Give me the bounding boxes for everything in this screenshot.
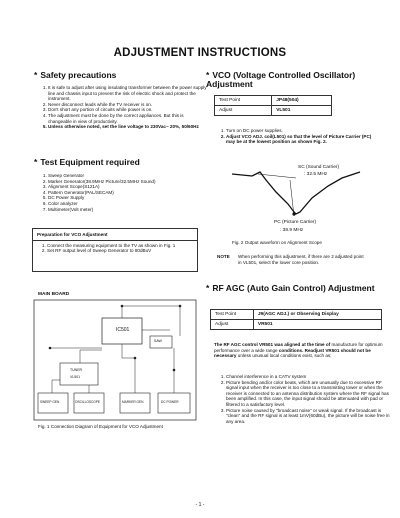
fig2-caption: Fig. 2 Output waveform on Alignment Scope — [232, 240, 322, 245]
list-item: 3. Picture noise caused by "broadcast noise" or weak signal. If the broadcast is "clean" and the RF signal is at least 1mV(60dBu), the picture will be noise free in any area. — [226, 408, 394, 425]
sc-freq: : 32.5 MHz — [304, 172, 328, 177]
prep-box — [32, 228, 198, 272]
list-item: 1. It is safe to adjust after using insulating transformer between the power supply line and chassis input to prevent the risk of electric shock and protect the instrument. — [48, 85, 208, 102]
pc-marker-dot — [292, 212, 295, 215]
rfagc-table — [210, 309, 382, 330]
safety-list — [36, 85, 208, 130]
vco-tp-value: JP48(504) — [272, 96, 332, 106]
rfagc-adj-value: VR501 — [253, 320, 381, 330]
list-item: 3. Don't short any portion of circuits while power is on. — [48, 107, 208, 113]
list-item: 2. Never disconnect leads while the TV receiver is on. — [48, 102, 208, 108]
rfagc-adj-key: Adjust — [211, 320, 254, 330]
bullet-star-icon: * — [34, 70, 38, 80]
list-item: 4. Pattern Generator(PAL/SECAM) — [48, 190, 208, 196]
connection-diagram — [30, 288, 200, 423]
vr-label: VL501 — [70, 375, 81, 379]
vco-heading: * VCO (Voltage Controlled Oscillator) Adjustment — [206, 70, 356, 89]
fig1-caption: Fig. 1 Connection Diagram of Equipment for VCO Adjustment — [38, 424, 163, 429]
safety-heading: * Safety precautions — [34, 70, 117, 80]
list-item: 2. Set RF output level of Sweep Generator to 80dBuV — [47, 248, 192, 254]
list-item: 1. Sweep Generator — [48, 173, 208, 179]
vco-adj-value: VL501 — [272, 106, 332, 116]
vco-adj-key: Adjust — [215, 106, 272, 116]
sc-label: SC (Sound Carrier) — [298, 165, 340, 170]
equip-label-4: DC POWER — [161, 400, 179, 404]
waveform-figure — [232, 158, 362, 233]
list-item: 5. DC Power Supply — [48, 195, 208, 201]
tuner-block — [60, 363, 98, 385]
saw-label: SAW — [154, 339, 162, 343]
rfagc-tp-value: J9(AGC ADJ.) or Observing Display — [253, 310, 381, 320]
rfagc-list — [214, 374, 394, 424]
pc-label: PC (Picture Carrier) — [274, 220, 317, 225]
list-item: 7. Multimeter(Volt meter) — [48, 207, 208, 213]
list-item: 1. Connect the measuring equipment to the TV as shown in Fig. 1 — [47, 243, 192, 249]
equip-label-3: MARKER GEN — [122, 400, 144, 404]
page-number: - 1 - — [195, 502, 205, 508]
list-item: 2. Picture bending and/or color beats, which are unusually due to excessive RF signal input when the receiver is too close to a transmitting tower or when the receiver is connected to an antenna distribution system where the RF signal has been amplified. In this case, the input signal should be attenuated with pad or filtered to a satisfactory level. — [226, 380, 394, 408]
list-item: 2. Adjust VCO ADJ. coil(L501) so that the level of Picture Carrier (PC) may be at the lowest position as shown Fig. 2. — [226, 134, 376, 145]
note-label: NOTE — [217, 254, 230, 259]
list-item: 6. Color analyzer — [48, 201, 208, 207]
list-item: 4. The adjustment must be done by the correct appliances. But this is changeable in view of productivity. — [48, 113, 208, 124]
bullet-star-icon: * — [206, 283, 210, 293]
rfagc-heading: * RF AGC (Auto Gain Control) Adjustment — [206, 283, 375, 293]
vco-table — [214, 95, 332, 116]
list-item: 5. Unless otherwise noted, set the line voltage to 230Vac~ 20%, 50/60Hz — [48, 124, 208, 130]
prep-heading: Preparation for VCO Adjustment — [33, 229, 197, 241]
list-item: 1. Turn on DC power supplies. — [226, 128, 376, 134]
list-item: 2. Marker Generator(38.9MHz Picture/32.5MHz Sound) — [48, 179, 208, 185]
note-text: When performing this adjustment, if there are 2 adjusted point in VL501, select the lower core position. — [238, 254, 364, 265]
prep-list — [33, 243, 192, 254]
equipment-heading: * Test Equipment required — [34, 157, 140, 167]
mainboard-label: MAIN BOARD — [38, 292, 70, 297]
vco-steps — [214, 128, 376, 145]
list-item: 3. Alignment Scope(S121A) — [48, 184, 208, 190]
list-item: 1. Channel interference in a CATV system — [226, 374, 394, 380]
vco-tp-key: Test Point — [215, 96, 272, 106]
equip-label-2: OSCILLOSCOPE — [75, 400, 100, 404]
bullet-star-icon: * — [34, 157, 38, 167]
rfagc-tp-key: Test Point — [211, 310, 254, 320]
ic501-label: IC501 — [116, 327, 130, 333]
equip-label-1: SWEEP GEN — [40, 400, 60, 404]
tuner-label: TUNER — [70, 368, 83, 372]
pc-freq: : 38.9 MHz — [280, 228, 304, 233]
waveform-trace — [232, 172, 360, 214]
bullet-star-icon: * — [206, 70, 210, 80]
equipment-list — [36, 173, 208, 212]
page-title: ADJUSTMENT INSTRUCTIONS — [113, 47, 287, 59]
rfagc-intro: The RF AGC control VR501 was aligned at the time of manufacture for optimum performance over a wide range conditions. Readjust VR501 should not be necessary unless unusual local conditions exist, such as; — [214, 342, 383, 359]
